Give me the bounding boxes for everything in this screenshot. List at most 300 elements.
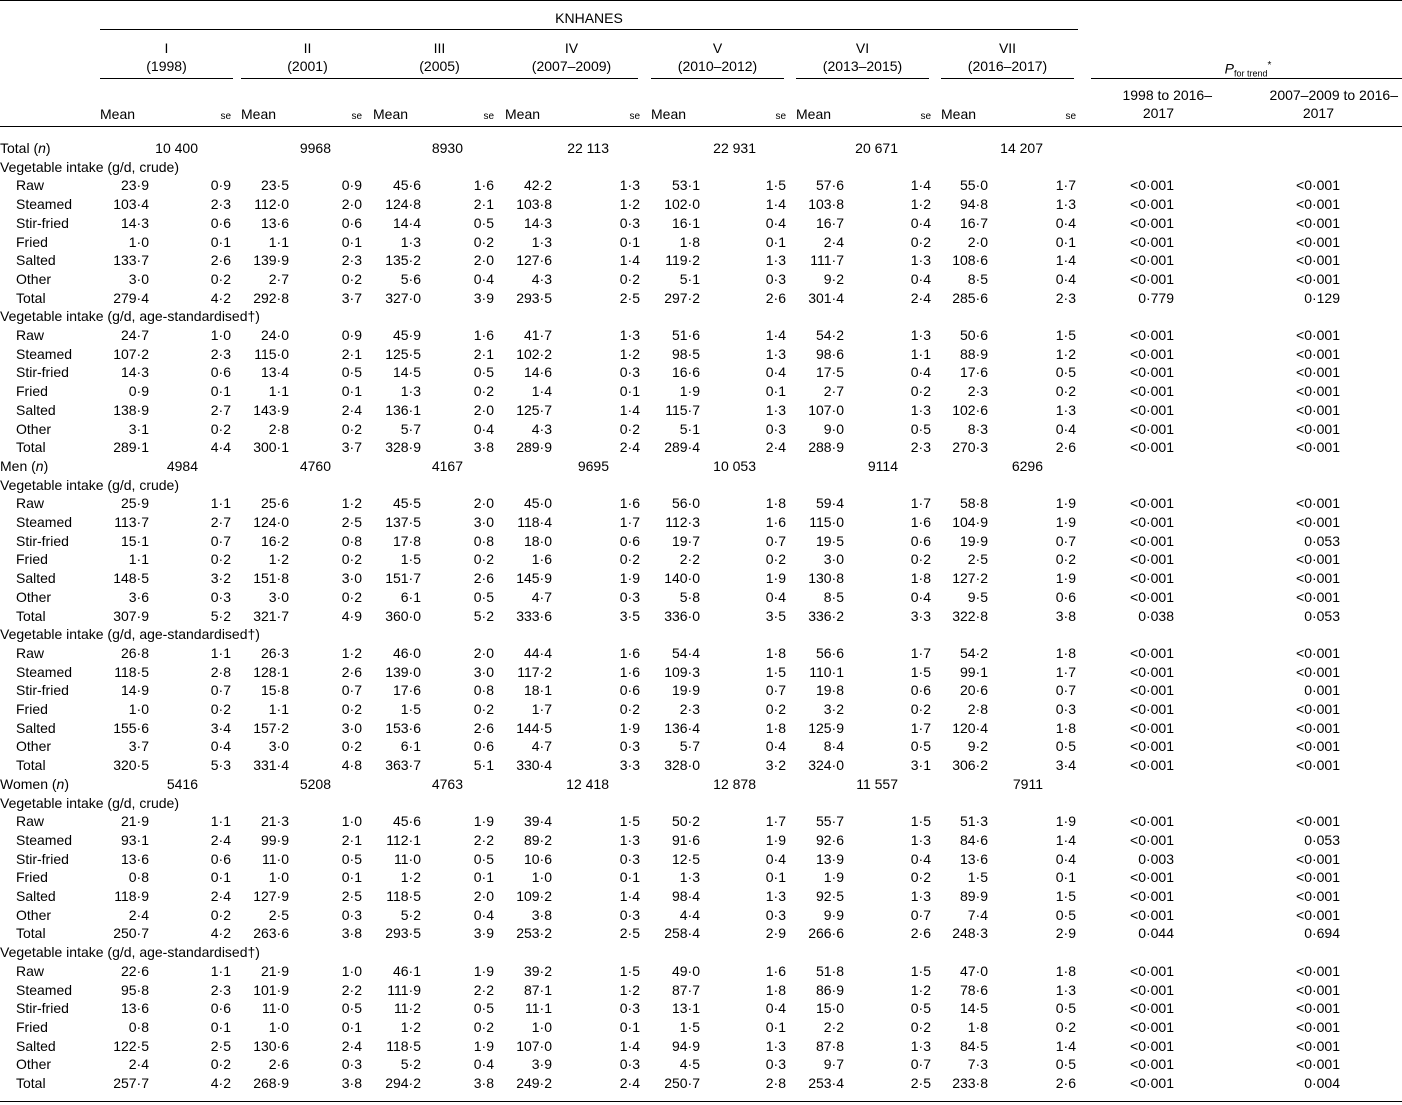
mean-cell: 94·8 [959, 196, 988, 212]
se-cell: 0·1 [341, 234, 362, 250]
se-cell: 2·5 [619, 290, 640, 306]
mean-column-header: Mean [505, 106, 541, 122]
mean-cell: 128·1 [253, 664, 289, 680]
cooking-method-label: Steamed [16, 514, 73, 530]
se-cell: 1·8 [765, 982, 786, 998]
mean-cell: 118·4 [517, 514, 552, 530]
se-cell: 0·1 [765, 234, 786, 250]
mean-cell: 117·2 [517, 664, 552, 680]
cooking-method-label: Fried [16, 551, 48, 567]
se-cell: 1·1 [910, 346, 931, 362]
se-cell: 1·8 [1055, 963, 1076, 979]
se-cell: 1·8 [1055, 720, 1076, 736]
mean-cell: 3·0 [128, 271, 149, 287]
se-cell: 0·3 [1055, 701, 1076, 717]
se-cell: 2·3 [910, 439, 931, 455]
se-cell: 1·8 [910, 570, 931, 586]
mean-cell: 11·2 [394, 1000, 421, 1016]
se-cell: 0·7 [910, 1056, 931, 1072]
p-trend-2007-cell: <0·001 [1296, 851, 1340, 867]
se-cell: 1·5 [765, 664, 786, 680]
se-cell: 0·3 [765, 1056, 786, 1072]
mean-cell: 257·7 [113, 1075, 149, 1091]
p-trend-2007-cell: <0·001 [1296, 589, 1340, 605]
mean-cell: 1·3 [400, 234, 421, 250]
se-cell: 0·5 [473, 364, 494, 380]
se-cell: 1·3 [765, 1038, 786, 1054]
se-cell: 1·4 [910, 177, 931, 193]
se-cell: 1·7 [1055, 177, 1076, 193]
mean-cell: 44·4 [523, 645, 552, 661]
se-cell: 0·5 [910, 738, 931, 754]
mean-cell: 153·6 [385, 720, 421, 736]
mean-cell: 266·6 [808, 925, 844, 941]
mean-cell: 118·5 [386, 1038, 421, 1054]
mean-cell: 120·4 [952, 720, 988, 736]
mean-cell: 15·0 [815, 1000, 844, 1016]
mean-cell: 98·6 [815, 346, 844, 362]
se-cell: 4·8 [341, 757, 362, 773]
p-trend-2007-cell: <0·001 [1296, 1056, 1340, 1072]
mean-cell: 285·6 [952, 290, 988, 306]
mean-cell: 6·1 [400, 738, 421, 754]
mean-column-header: Mean [100, 106, 136, 122]
mean-cell: 1·5 [967, 869, 988, 885]
n-symbol: n [38, 140, 46, 156]
mean-cell: 2·3 [967, 383, 988, 399]
wave-rule [241, 78, 374, 79]
se-cell: 0·3 [619, 851, 640, 867]
se-cell: 0·4 [473, 271, 494, 287]
se-cell: 0·3 [619, 364, 640, 380]
p-trend-2007-cell: <0·001 [1296, 421, 1340, 437]
se-cell: 2·6 [1055, 439, 1076, 455]
se-cell: 3·3 [619, 757, 640, 773]
cooking-method-label: Fried [16, 383, 48, 399]
mean-cell: 25·9 [120, 495, 149, 511]
sample-size-cell: 9695 [577, 458, 609, 474]
mean-cell: 51·3 [959, 813, 988, 829]
wave-years: (2007–2009) [531, 58, 612, 74]
se-column-header: se [351, 111, 362, 122]
mean-cell: 18·0 [523, 533, 552, 549]
se-cell: 0·4 [473, 1056, 494, 1072]
mean-cell: 1·3 [679, 869, 700, 885]
mean-cell: 92·6 [815, 832, 844, 848]
mean-cell: 3·0 [823, 551, 844, 567]
mean-cell: 19·5 [815, 533, 844, 549]
n-symbol: n [56, 776, 65, 792]
se-cell: 3·8 [341, 925, 362, 941]
se-cell: 0·3 [341, 1056, 362, 1072]
se-cell: 0·2 [341, 551, 362, 567]
mean-cell: 19·9 [671, 682, 700, 698]
p-col2-header-line1: 2007–2009 to 2016– [1269, 87, 1398, 103]
se-cell: 0·7 [341, 682, 362, 698]
se-cell: 0·2 [765, 701, 786, 717]
mean-cell: 1·3 [531, 234, 552, 250]
mean-cell: 107·0 [808, 402, 844, 418]
section-label: Vegetable intake (g/d, crude) [0, 477, 180, 493]
se-cell: 1·6 [619, 495, 640, 511]
se-cell: 0·2 [619, 551, 640, 567]
p-trend-1998-cell: <0·001 [1130, 570, 1174, 586]
mean-cell: 99·9 [260, 832, 289, 848]
mean-cell: 1·2 [400, 1019, 421, 1035]
se-cell: 3·0 [473, 664, 494, 680]
p-trend-1998-cell: <0·001 [1130, 1038, 1174, 1054]
se-cell: 0·9 [210, 177, 231, 193]
se-cell: 0·2 [910, 1019, 931, 1035]
p-trend-1998-cell: 0·038 [1138, 608, 1174, 624]
mean-cell: 321·7 [253, 608, 289, 624]
p-trend-1998-cell: <0·001 [1130, 813, 1174, 829]
p-trend-2007-cell: <0·001 [1296, 364, 1340, 380]
cooking-method-label: Raw [16, 963, 45, 979]
se-cell: 0·2 [341, 701, 362, 717]
section-label: Vegetable intake (g/d, age-standardised†) [0, 308, 260, 324]
wave-roman: III [433, 40, 446, 56]
se-cell: 5·2 [210, 608, 231, 624]
se-cell: 2·5 [619, 925, 640, 941]
se-cell: 1·3 [619, 177, 640, 193]
mean-cell: 138·9 [113, 402, 149, 418]
cooking-method-label: Steamed [16, 196, 73, 212]
se-cell: 0·2 [619, 271, 640, 287]
p-trend-1998-cell: <0·001 [1130, 364, 1174, 380]
p-trend-2007-cell: <0·001 [1296, 495, 1340, 511]
cooking-method-label: Raw [16, 645, 45, 661]
p-trend-2007-cell: <0·001 [1296, 177, 1340, 193]
mean-cell: 56·0 [671, 495, 700, 511]
p-trend-1998-cell: <0·001 [1130, 664, 1174, 680]
se-cell: 1·4 [1055, 252, 1076, 268]
se-cell: 0·2 [210, 1056, 231, 1072]
mean-cell: 14·3 [120, 364, 149, 380]
cooking-method-label: Salted [16, 402, 56, 418]
mean-cell: 1·0 [268, 1019, 289, 1035]
mean-cell: 125·7 [516, 402, 552, 418]
wave-years: (2016–2017) [967, 58, 1048, 74]
se-cell: 0·3 [619, 738, 640, 754]
se-cell: 3·2 [210, 570, 231, 586]
se-cell: 0·9 [341, 177, 362, 193]
mean-cell: 250·7 [113, 925, 149, 941]
mean-cell: 6·1 [400, 589, 421, 605]
se-cell: 3·9 [473, 925, 494, 941]
mean-cell: 98·5 [671, 346, 700, 362]
mean-cell: 127·2 [952, 570, 988, 586]
mean-cell: 108·6 [952, 252, 988, 268]
wave-roman: VII [998, 40, 1017, 56]
p-trend-1998-cell: <0·001 [1130, 907, 1174, 923]
se-cell: 0·2 [210, 907, 231, 923]
section-label: Vegetable intake (g/d, crude) [0, 159, 180, 175]
wave-roman: II [303, 40, 312, 56]
mean-cell: 7·4 [967, 907, 988, 923]
mean-cell: 92·5 [815, 888, 844, 904]
p-trend-1998-cell: <0·001 [1130, 982, 1174, 998]
mean-cell: 15·8 [260, 682, 289, 698]
sample-size-cell: 8930 [431, 140, 463, 156]
mean-cell: 5·1 [679, 271, 700, 287]
cooking-method-label: Raw [16, 495, 45, 511]
se-cell: 0·6 [910, 682, 931, 698]
p-trend-1998-cell: <0·001 [1130, 869, 1174, 885]
se-cell: 1·3 [910, 327, 931, 343]
se-cell: 0·4 [765, 851, 786, 867]
mean-cell: 3·1 [128, 421, 149, 437]
se-cell: 0·5 [341, 851, 362, 867]
p-trend-2007-cell: <0·001 [1296, 645, 1340, 661]
mean-cell: 95·8 [120, 982, 149, 998]
se-cell: 0·9 [341, 327, 362, 343]
mean-cell: 7·3 [967, 1056, 988, 1072]
se-cell: 4·2 [210, 925, 231, 941]
se-cell: 0·6 [210, 851, 231, 867]
mean-cell: 4·5 [679, 1056, 700, 1072]
cooking-method-label: Total [16, 1075, 46, 1091]
sample-size-cell: 12 418 [566, 776, 609, 792]
mean-cell: 307·9 [113, 608, 149, 624]
p-trend-1998-cell: <0·001 [1130, 832, 1174, 848]
mean-cell: 331·4 [253, 757, 289, 773]
mean-cell: 293·5 [385, 925, 421, 941]
se-cell: 1·6 [765, 514, 786, 530]
mean-cell: 47·0 [959, 963, 988, 979]
mean-cell: 301·4 [808, 290, 844, 306]
wave-rule [796, 78, 929, 79]
mean-cell: 333·6 [516, 608, 552, 624]
se-cell: 0·2 [473, 234, 494, 250]
mean-cell: 8·5 [967, 271, 988, 287]
cooking-method-label: Total [16, 608, 46, 624]
se-cell: 0·5 [1055, 738, 1076, 754]
mean-cell: 51·6 [671, 327, 700, 343]
se-cell: 1·2 [910, 196, 931, 212]
mean-cell: 49·0 [671, 963, 700, 979]
se-cell: 0·5 [1055, 1056, 1076, 1072]
se-cell: 1·9 [473, 1038, 494, 1054]
p-trend-2007-cell: <0·001 [1296, 402, 1340, 418]
se-cell: 2·0 [341, 196, 362, 212]
se-cell: 1·4 [619, 888, 640, 904]
se-cell: 0·2 [1055, 383, 1076, 399]
cooking-method-label: Other [16, 421, 52, 437]
mean-cell: 14·3 [120, 215, 149, 231]
mean-cell: 103·4 [113, 196, 149, 212]
mean-cell: 118·5 [114, 664, 149, 680]
p-trend-1998-cell: <0·001 [1130, 421, 1174, 437]
se-cell: 0·5 [473, 1000, 494, 1016]
se-cell: 3·0 [341, 720, 362, 736]
se-cell: 0·7 [910, 907, 931, 923]
cooking-method-label: Steamed [16, 346, 73, 362]
se-cell: 0·5 [1055, 1000, 1076, 1016]
wave-rule [100, 78, 233, 79]
cooking-method-label: Fried [16, 1019, 48, 1035]
se-cell: 5·2 [473, 608, 494, 624]
se-cell: 0·7 [210, 533, 231, 549]
se-cell: 2·2 [473, 832, 494, 848]
mean-cell: 2·2 [679, 551, 700, 567]
mean-cell: 336·2 [808, 608, 844, 624]
section-label: Vegetable intake (g/d, age-standardised†) [0, 626, 260, 642]
se-cell: 1·4 [765, 196, 786, 212]
se-cell: 0·2 [341, 271, 362, 287]
p-trend-2007-cell: 0·004 [1304, 1075, 1340, 1091]
se-cell: 0·6 [210, 215, 231, 231]
mean-cell: 87·1 [523, 982, 552, 998]
mean-cell: 155·6 [113, 720, 149, 736]
mean-cell: 0·8 [128, 869, 149, 885]
mean-cell: 17·8 [392, 533, 421, 549]
mean-cell: 258·4 [664, 925, 700, 941]
mean-cell: 12·5 [671, 851, 700, 867]
p-trend-subscript: for trend [1233, 68, 1268, 79]
mean-cell: 1·4 [531, 383, 552, 399]
sample-size-cell: 10 400 [155, 140, 198, 156]
mean-cell: 118·9 [114, 888, 149, 904]
p-trend-1998-cell: <0·001 [1130, 757, 1174, 773]
mean-cell: 122·5 [113, 1038, 149, 1054]
se-cell: 1·3 [619, 832, 640, 848]
mean-cell: 112·1 [386, 832, 421, 848]
se-cell: 4·9 [341, 608, 362, 624]
mean-cell: 148·5 [113, 570, 149, 586]
mean-cell: 25·6 [260, 495, 289, 511]
se-cell: 1·9 [1055, 570, 1076, 586]
mean-cell: 125·9 [808, 720, 844, 736]
se-cell: 1·0 [341, 963, 362, 979]
p-trend-2007-cell: <0·001 [1296, 271, 1340, 287]
se-cell: 0·1 [341, 383, 362, 399]
mean-cell: 5·1 [679, 421, 700, 437]
mean-cell: 1·7 [531, 701, 552, 717]
mean-cell: 124·8 [385, 196, 421, 212]
mean-cell: 94·9 [671, 1038, 700, 1054]
sample-size-cell: 12 878 [713, 776, 756, 792]
mean-cell: 13·6 [120, 1000, 149, 1016]
mean-cell: 1·0 [268, 869, 289, 885]
se-cell: 3·5 [765, 608, 786, 624]
p-trend-2007-cell: 0·694 [1304, 925, 1340, 941]
mean-column-header: Mean [796, 106, 832, 122]
se-cell: 1·2 [341, 495, 362, 511]
se-cell: 0·1 [210, 383, 231, 399]
se-cell: 2·6 [210, 252, 231, 268]
wave-roman: I [164, 40, 169, 56]
se-cell: 2·5 [341, 514, 362, 530]
p-trend-symbol: P [1224, 60, 1234, 77]
se-cell: 0·3 [210, 589, 231, 605]
p-trend-2007-cell: 0·053 [1304, 608, 1340, 624]
se-cell: 3·8 [473, 439, 494, 455]
se-cell: 0·4 [910, 364, 931, 380]
se-cell: 0·1 [210, 1019, 231, 1035]
se-cell: 0·2 [473, 383, 494, 399]
mean-cell: 250·7 [664, 1075, 700, 1091]
p-trend-1998-cell: <0·001 [1130, 234, 1174, 250]
mean-cell: 248·3 [952, 925, 988, 941]
mean-cell: 21·9 [260, 963, 289, 979]
se-cell: 0·4 [473, 907, 494, 923]
se-cell: 1·2 [619, 982, 640, 998]
p-trend-1998-cell: <0·001 [1130, 645, 1174, 661]
mean-cell: 1·0 [128, 234, 149, 250]
mean-cell: 26·8 [120, 645, 149, 661]
mean-cell: 4·7 [531, 589, 552, 605]
sample-size-cell: 10 053 [713, 458, 756, 474]
mean-cell: 14·9 [120, 682, 149, 698]
mean-cell: 3·0 [268, 589, 289, 605]
p-trend-2007-cell: <0·001 [1296, 907, 1340, 923]
p-trend-2007-cell: 0·053 [1304, 832, 1340, 848]
mean-cell: 1·0 [531, 1019, 552, 1035]
p-trend-2007-cell: <0·001 [1296, 439, 1340, 455]
cooking-method-label: Total [16, 290, 46, 306]
mean-cell: 127·9 [253, 888, 289, 904]
se-cell: 1·3 [1055, 196, 1076, 212]
mean-cell: 1·1 [128, 551, 149, 567]
mean-cell: 327·0 [385, 290, 421, 306]
sample-size-cell: 5416 [166, 776, 198, 792]
se-cell: 1·5 [910, 664, 931, 680]
se-cell: 0·2 [619, 421, 640, 437]
se-cell: 1·3 [765, 888, 786, 904]
se-cell: 2·7 [210, 402, 231, 418]
p-trend-2007-cell: <0·001 [1296, 215, 1340, 231]
p-trend-1998-cell: <0·001 [1130, 196, 1174, 212]
mean-cell: 2·0 [967, 234, 988, 250]
mean-cell: 58·8 [959, 495, 988, 511]
p-trend-1998-cell: 0·779 [1138, 290, 1174, 306]
wave-roman: VI [855, 40, 870, 56]
se-cell: 1·0 [341, 813, 362, 829]
se-cell: 1·5 [910, 963, 931, 979]
section-label: Vegetable intake (g/d, age-standardised†) [0, 944, 260, 960]
se-cell: 0·6 [1055, 589, 1076, 605]
mean-cell: 46·0 [392, 645, 421, 661]
mean-cell: 124·0 [253, 514, 289, 530]
se-cell: 2·2 [473, 982, 494, 998]
mean-cell: 45·5 [392, 495, 421, 511]
se-cell: 2·8 [210, 664, 231, 680]
mean-cell: 1·0 [128, 701, 149, 717]
se-column-header: se [629, 111, 640, 122]
se-cell: 0·1 [619, 1019, 640, 1035]
se-cell: 0·2 [210, 701, 231, 717]
p-trend-2007-cell: <0·001 [1296, 514, 1340, 530]
se-cell: 0·5 [910, 421, 931, 437]
mean-cell: 45·0 [523, 495, 552, 511]
mean-cell: 17·5 [815, 364, 844, 380]
se-cell: 1·6 [473, 327, 494, 343]
cooking-method-label: Stir-fried [16, 682, 69, 698]
mean-cell: 17·6 [392, 682, 421, 698]
mean-cell: 136·1 [385, 402, 421, 418]
mean-cell: 292·8 [253, 290, 289, 306]
se-cell: 2·5 [341, 888, 362, 904]
mean-cell: 1·0 [531, 869, 552, 885]
mean-cell: 102·0 [664, 196, 700, 212]
mean-cell: 330·4 [516, 757, 552, 773]
mean-cell: 3·0 [268, 738, 289, 754]
se-cell: 5·1 [473, 757, 494, 773]
mean-cell: 253·4 [808, 1075, 844, 1091]
se-cell: 1·5 [1055, 888, 1076, 904]
se-cell: 0·2 [210, 551, 231, 567]
